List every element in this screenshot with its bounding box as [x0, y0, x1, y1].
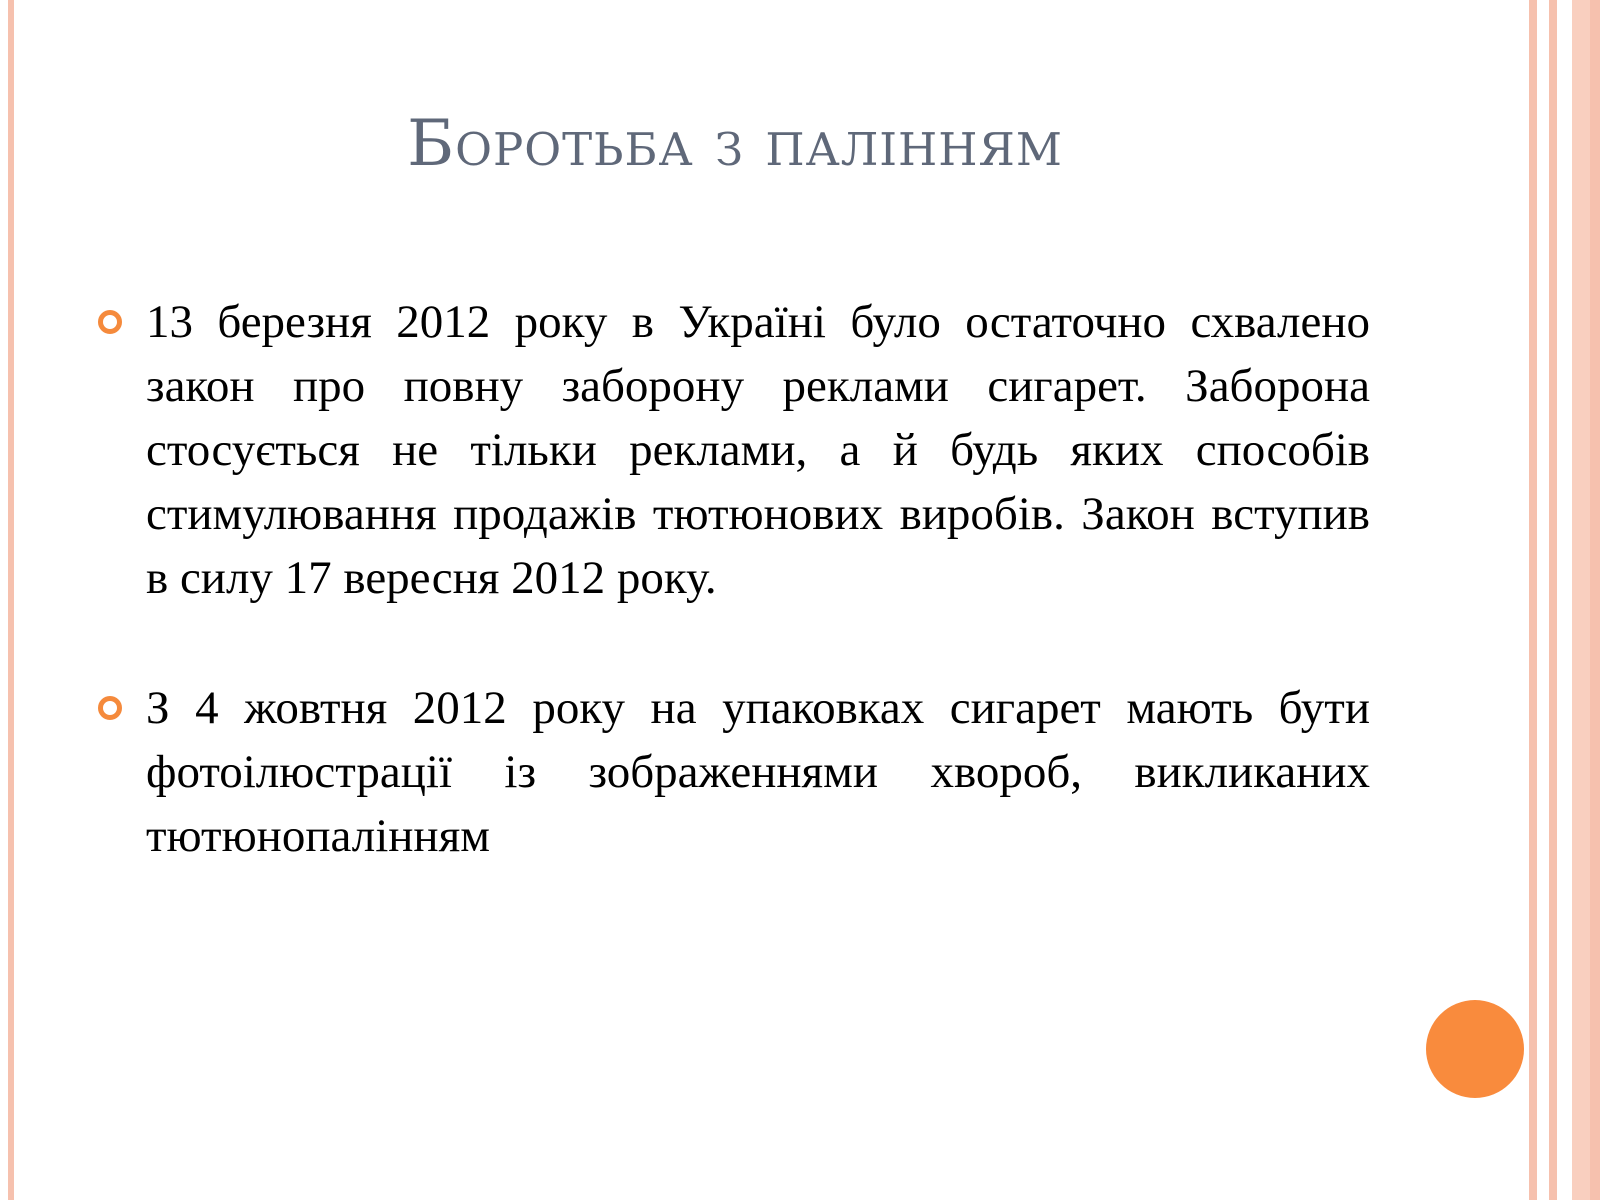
- right-border-stripe-4: [1590, 0, 1600, 1200]
- right-border-stripe-3: [1572, 0, 1590, 1200]
- bullet-text: З 4 жовтня 2012 року на упаковках сигарет мають бути фотоілюстрації із зображеннями хвороб, викликаних тютюнопалінням: [146, 682, 1370, 862]
- left-border-stripe: [8, 0, 14, 1200]
- bullet-text: 13 березня 2012 року в Україні було остаточно схвалено закон про повну заборону реклами сигарет. Заборона стосується не тільки реклами, а й будь яких способів стимулювання продажів тютюнових виробів. Закон вступив в силу 17 вересня 2012 року.: [146, 296, 1370, 604]
- bullet-item-1: [98, 290, 1370, 610]
- ring-bullet-icon: [98, 696, 122, 720]
- bullet-list: [98, 290, 1370, 868]
- right-border-stripe-1: [1529, 0, 1537, 1200]
- bullet-item-2: [98, 676, 1370, 868]
- ring-bullet-icon: [98, 310, 122, 334]
- orange-circle-decoration: [1426, 1000, 1524, 1098]
- slide-title: Боротьба з палінням: [407, 107, 1063, 181]
- right-border-stripe-2: [1549, 0, 1557, 1200]
